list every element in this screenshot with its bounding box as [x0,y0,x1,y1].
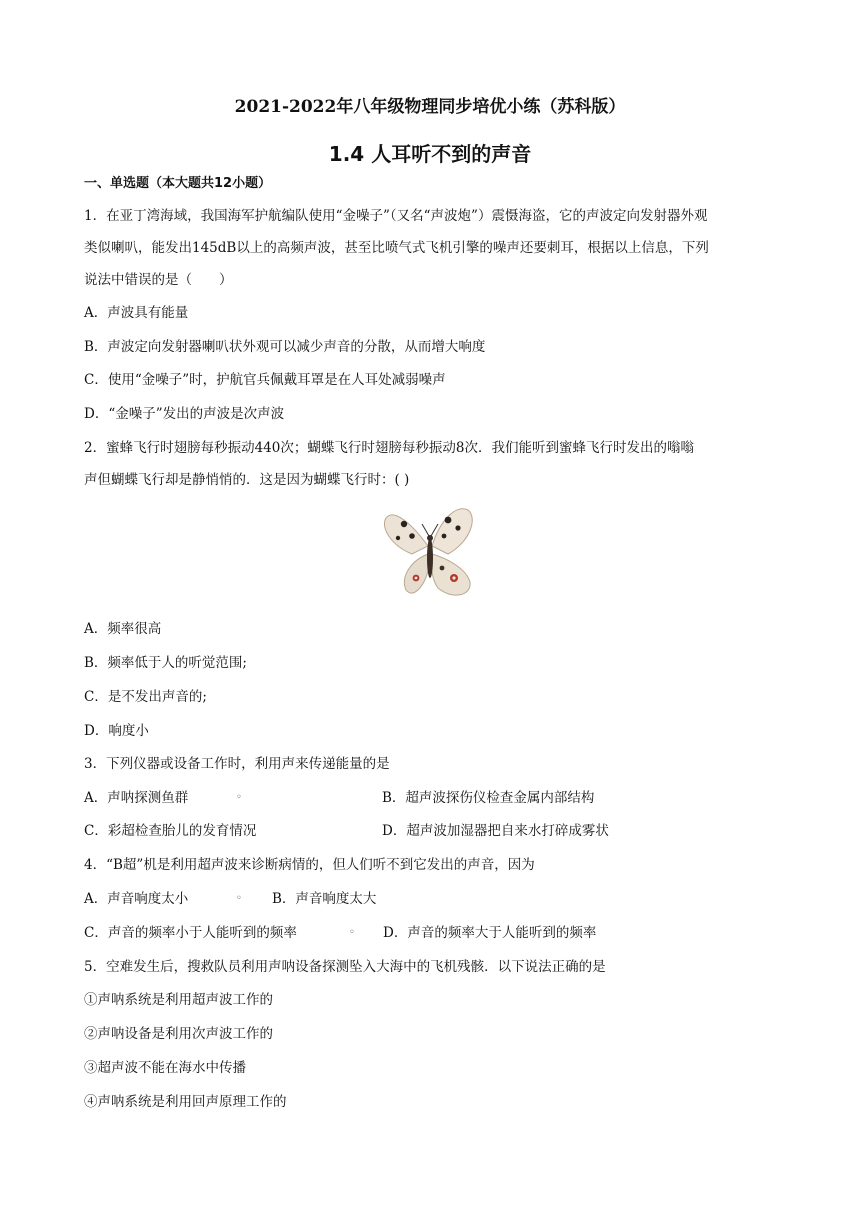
q3-option-a: A．声呐探测鱼群 [84,790,189,806]
q5-statement-4: ④声呐系统是利用回声原理工作的 [84,1094,287,1110]
q4-option-d: D．声音的频率大于人能听到的频率 [383,925,597,941]
q4-separator-mark-2: ◦ [349,927,355,938]
q2-stem-line-1: 2．蜜蜂飞行时翅膀每秒振动440次；蝴蝶飞行时翅膀每秒振动8次．我们能听到蜜蜂飞行时发出的嗡嗡 [84,440,694,456]
q4-option-b: B．声音响度太大 [272,891,377,907]
q4-option-c: C．声音的频率小于人能听到的频率 [84,925,297,941]
q4-separator-mark-1: ◦ [236,893,242,904]
lesson-title: 1.4 人耳听不到的声音 [328,142,532,166]
q3-option-d: D．超声波加湿器把自来水打碎成雾状 [382,823,609,839]
document-title: 2021-2022年八年级物理同步培优小练（苏科版） [234,97,626,117]
q5-statement-2: ②声呐设备是利用次声波工作的 [84,1026,273,1042]
q4-option-a: A．声音响度太小 [84,891,189,907]
q1-option-d: D．“金噪子”发出的声波是次声波 [84,406,285,422]
q5-statement-1: ①声呐系统是利用超声波工作的 [84,992,273,1008]
butterfly-image [382,502,478,606]
q4-stem: 4．“B超”机是利用超声波来诊断病情的，但人们听不到它发出的声音，因为 [84,857,535,873]
section-heading: 一、单选题（本大题共12小题） [84,176,272,191]
q2-stem-line-2: 声但蝴蝶飞行却是静悄悄的．这是因为蝴蝶飞行时：( ) [84,472,410,488]
q3-option-b: B．超声波探伤仪检查金属内部结构 [382,790,595,806]
q2-option-d: D．响度小 [84,723,149,739]
q2-option-c: C．是不发出声音的; [84,689,207,705]
q5-statement-3: ③超声波不能在海水中传播 [84,1060,246,1076]
q2-option-b: B．频率低于人的听觉范围; [84,655,247,671]
q2-option-a: A．频率很高 [84,621,162,637]
q1-option-b: B．声波定向发射器喇叭状外观可以减少声音的分散，从而增大响度 [84,339,486,355]
q1-option-a: A．声波具有能量 [84,305,189,321]
q1-stem-line-1: 1．在亚丁湾海域，我国海军护航编队使用“金噪子”（又名“声波炮”）震慑海盗，它的声波定向发射器外观 [84,208,708,224]
q3-option-c: C．彩超检查胎儿的发育情况 [84,823,257,839]
q5-stem: 5．空难发生后，搜救队员利用声呐设备探测坠入大海中的飞机残骸．以下说法正确的是 [84,959,606,975]
q3-stem: 3．下列仪器或设备工作时，利用声来传递能量的是 [84,756,390,772]
q3-separator-mark: ◦ [236,792,242,803]
q1-option-c: C．使用“金噪子”时，护航官兵佩戴耳罩是在人耳处减弱噪声 [84,372,446,388]
q1-stem-line-3: 说法中错误的是（ ） [84,272,233,288]
q1-stem-line-2: 类似喇叭，能发出145dB以上的高频声波，甚至比喷气式飞机引擎的噪声还要刺耳，根据以上信息，下列 [84,240,709,256]
